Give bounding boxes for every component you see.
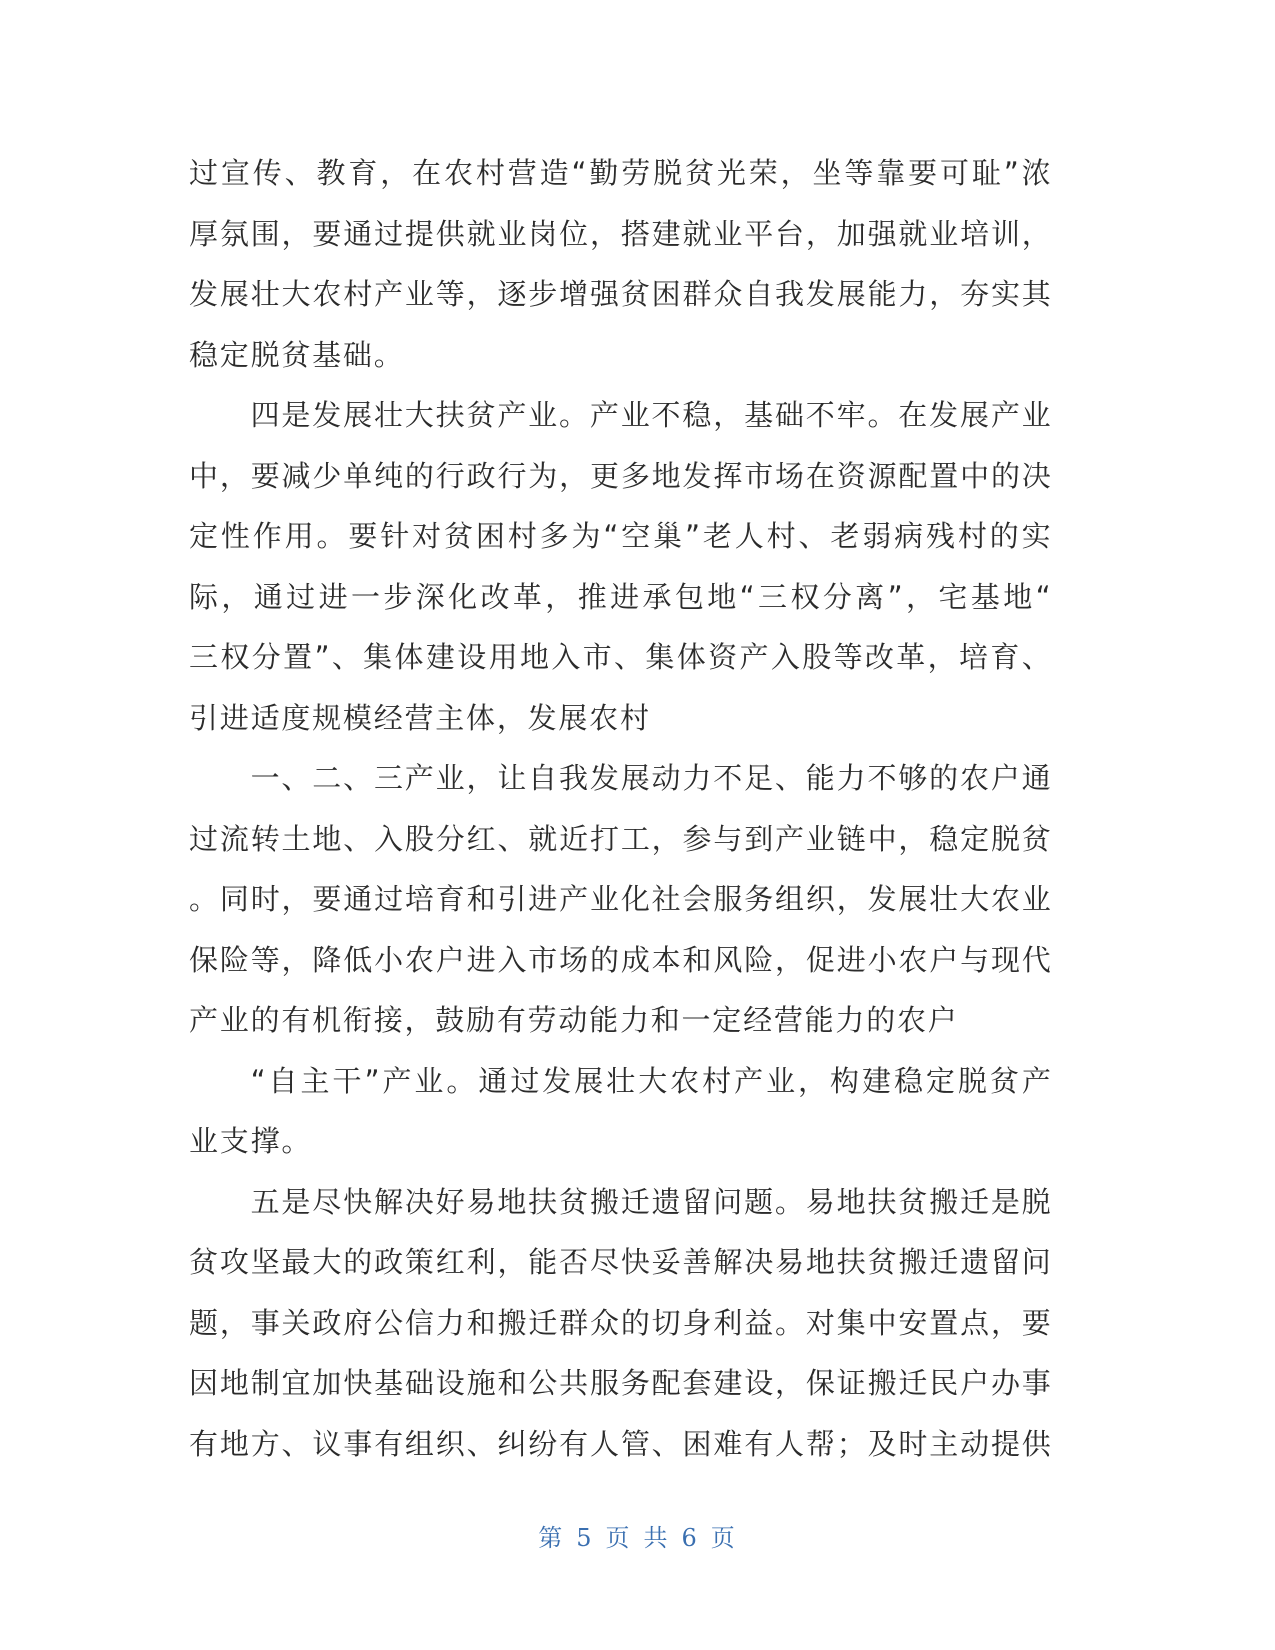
text-line: 。 同 时 ， 要 通 过 培 育 和 引 进 产 业 化 社 会 服 务 组 织 ， 发 展 壮 大 农 业 [189, 882, 1051, 916]
text-line: 稳 定 脱 贫 基 础 。 [189, 337, 403, 372]
text-line: 发 展 壮 大 农 村 产 业 等 ， 逐 步 增 强 贫 困 群 众 自 我 发 展 能 力 ， 夯 实 其 [189, 277, 1051, 311]
text-line: 贫 攻 坚 最 大 的 政 策 红 利 ， 能 否 尽 快 妥 善 解 决 易 地 扶 贫 搬 迁 遗 留 问 [189, 1245, 1051, 1279]
text-line: 四 是 发 展 壮 大 扶 贫 产 业 。 产 业 不 稳 ， 基 础 不 牢 。 在 发 展 产 业 [250, 398, 1051, 432]
text-line: 有 地 方 、 议 事 有 组 织 、 纠 纷 有 人 管 、 困 难 有 人 帮 ； 及 时 主 动 提 供 [189, 1426, 1051, 1461]
text-line: 一 、 二 、 三 产 业 ， 让 自 我 发 展 动 力 不 足 、 能 力 不 够 的 农 户 通 [250, 761, 1051, 795]
text-line: 保 险 等 ， 降 低 小 农 户 进 入 市 场 的 成 本 和 风 险 ， 促 进 小 农 户 与 现 代 [189, 942, 1051, 977]
footer-total-pages: 6 [681, 1524, 699, 1552]
text-line: “ 自 主 干 ” 产 业 。 通 过 发 展 壮 大 农 村 产 业 ， 构 建 稳 定 脱 贫 产 [250, 1063, 1051, 1098]
page-footer [0, 1518, 1275, 1553]
text-line: 题 ， 事 关 政 府 公 信 力 和 搬 迁 群 众 的 切 身 利 益 。 对 集 中 安 置 点 ， 要 [189, 1305, 1051, 1340]
footer-page-unit: 页 [605, 1524, 632, 1552]
text-line: 中 ， 要 减 少 单 纯 的 行 政 行 为 ， 更 多 地 发 挥 市 场 在 资 源 配 置 中 的 决 [189, 458, 1051, 493]
text-line: 际 ， 通 过 进 一 步 深 化 改 革 ， 推 进 承 包 地 “ 三 权 分 离 ” ， 宅 基 地 “ [189, 579, 1051, 614]
text-line: 因 地 制 宜 加 快 基 础 设 施 和 公 共 服 务 配 套 建 设 ， 保 证 搬 迁 民 户 办 事 [189, 1366, 1051, 1400]
body-text [189, 143, 1051, 1474]
text-line: 业 支 撑 。 [189, 1124, 311, 1158]
text-line: 厚 氛 围 ， 要 通 过 提 供 就 业 岗 位 ， 搭 建 就 业 平 台 ， 加 强 就 业 培 训 ， [189, 216, 1051, 251]
footer-current-page: 5 [576, 1524, 594, 1552]
text-line: 三 权 分 置 ” 、 集 体 建 设 用 地 入 市 、 集 体 资 产 入 股 等 改 革 ， 培 育 、 [189, 640, 1051, 674]
text-line: 五 是 尽 快 解 决 好 易 地 扶 贫 搬 迁 遗 留 问 题 。 易 地 扶 贫 搬 迁 是 脱 [250, 1184, 1051, 1219]
footer-total-label: 共 [643, 1524, 670, 1552]
text-line: 过 宣 传 、 教 育 ， 在 农 村 营 造 “ 勤 劳 脱 贫 光 荣 ， 坐 等 靠 要 可 耻 ” 浓 [189, 156, 1051, 190]
text-line: 过 流 转 土 地 、 入 股 分 红 、 就 近 打 工 ， 参 与 到 产 业 链 中 ， 稳 定 脱 贫 [189, 821, 1051, 856]
text-line: 引 进 适 度 规 模 经 营 主 体 ， 发 展 农 村 [189, 700, 649, 735]
text-line: 产 业 的 有 机 衔 接 ， 鼓 励 有 劳 动 能 力 和 一 定 经 营 能 力 的 农 户 [189, 1003, 957, 1037]
footer-page-label: 第 [538, 1524, 565, 1552]
footer-total-unit: 页 [710, 1524, 737, 1552]
text-line: 定 性 作 用 。 要 针 对 贫 困 村 多 为 “ 空 巢 ” 老 人 村 、 老 弱 病 残 村 的 实 [189, 519, 1051, 553]
